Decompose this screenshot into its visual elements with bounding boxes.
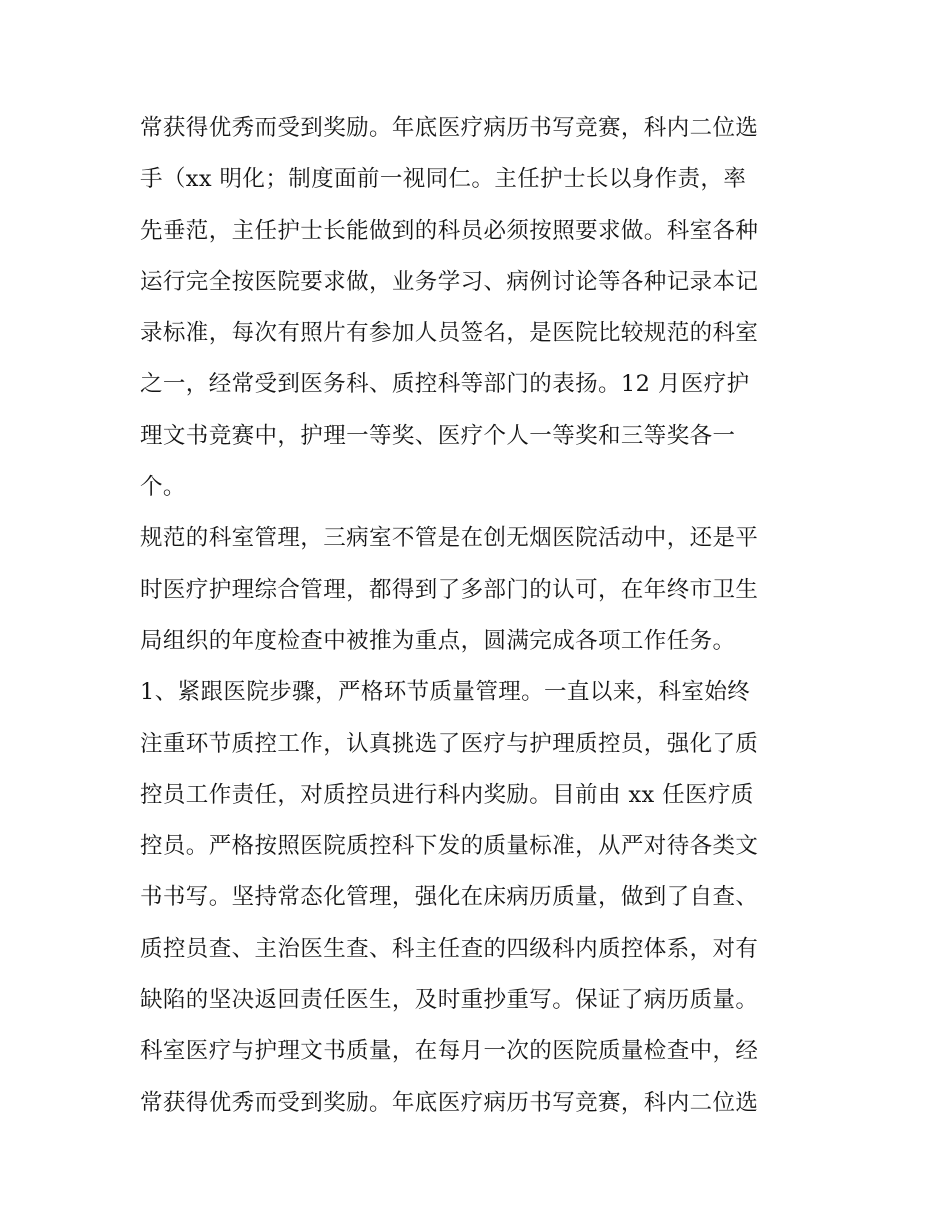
text-line: 注重环节质控工作，认真挑选了医疗与护理质控员，强化了质 [140,730,759,757]
text-line: 时医疗护理综合管理，都得到了多部门的认可，在年终市卫生 [140,576,759,603]
text-line: 常获得优秀而受到奖励。年底医疗病历书写竞赛，科内二位选 [140,115,759,141]
text-line: 手（xx 明化；制度面前一视同仁。主任护士长以身作责，率 [140,166,747,193]
text-line: 常获得优秀而受到奖励。年底医疗病历书写竞赛，科内二位选 [140,1089,759,1116]
text-line: 之一，经常受到医务科、质控科等部门的表扬。12 月医疗护 [140,371,750,398]
text-line: 录标准，每次有照片有参加人员签名，是医院比较规范的科室 [140,320,759,347]
text-line: 书书写。坚持常态化管理，强化在床病历质量，做到了自查、 [140,884,759,911]
text-line: 先垂范，主任护士长能做到的科员必须按照要求做。科室各种 [140,217,759,244]
text-line: 质控员查、主治医生查、科主任查的四级科内质控体系，对有 [140,935,759,962]
text-line: 个。 [140,474,186,501]
text-line: 1、紧跟医院步骤，严格环节质量管理。一直以来，科室始终 [140,679,751,706]
text-line: 控员工作责任，对质控员进行科内奖励。目前由 xx 任医疗质 [140,781,754,808]
text-line: 控员。严格按照医院质控科下发的质量标准，从严对待各类文 [140,833,759,860]
text-line: 理文书竞赛中，护理一等奖、医疗个人一等奖和三等奖各一 [140,422,736,449]
text-line: 缺陷的坚决返回责任医生，及时重抄重写。保证了病历质量。 [140,987,759,1014]
body-text [140,103,820,1129]
text-line: 局组织的年度检查中被推为重点，圆满完成各项工作任务。 [140,627,736,654]
text-line: 运行完全按医院要求做，业务学习、病例讨论等各种记录本记 [140,268,759,295]
text-line: 科室医疗与护理文书质量，在每月一次的医院质量检查中，经 [140,1038,759,1065]
text-line: 规范的科室管理，三病室不管是在创无烟医院活动中，还是平 [140,525,759,552]
